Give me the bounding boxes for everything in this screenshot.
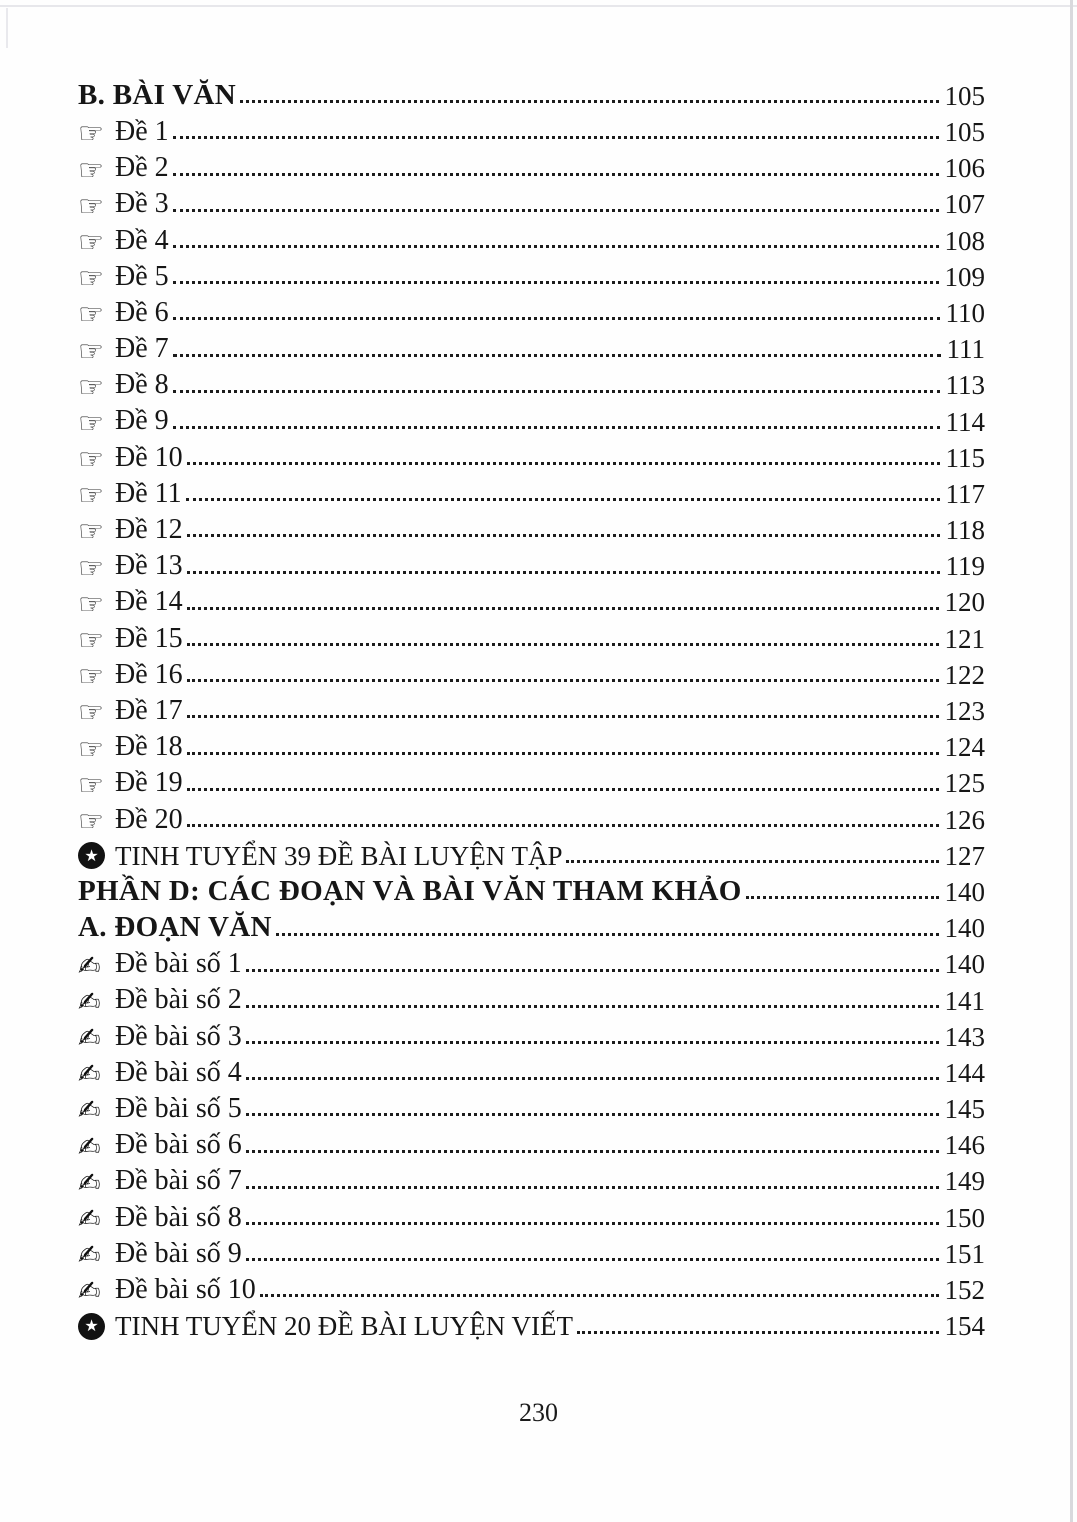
toc-entry-label: Đề 10 [115,441,183,473]
dot-leader [187,643,939,646]
toc-row [78,436,985,477]
dot-leader [187,534,940,537]
toc-entry-page: 122 [944,659,985,690]
dot-leader [246,1150,939,1153]
dot-leader [173,173,939,176]
pointing-hand-icon: ☞ [78,767,104,802]
dot-leader [246,969,939,972]
dot-leader [187,752,939,755]
toc-entry-label: Đề bài số 8 [115,1201,242,1233]
pointing-hand-icon: ☞ [78,514,104,549]
toc-entry-label: Đề 19 [115,767,183,799]
toc-entry-label: Đề bài số 4 [115,1056,242,1088]
toc-entry-label: Đề 17 [115,694,183,726]
toc-row [78,544,985,585]
toc-entry-label: Đề 13 [115,550,183,582]
toc-entry-page: 154 [944,1311,985,1342]
scan-edge-left [6,8,8,48]
pointing-hand-icon: ☞ [78,478,104,513]
toc-row [78,74,985,110]
toc-entry-page: 114 [945,406,985,437]
dot-leader [577,1331,939,1334]
toc-entry-label: Đề bài số 7 [115,1165,242,1197]
toc-row [78,110,985,151]
toc-entry-label: PHẦN D: CÁC ĐOẠN VÀ BÀI VĂN THAM KHẢO [78,874,742,907]
toc-entry-page: 145 [944,1094,985,1125]
toc-entry-page: 151 [944,1238,985,1269]
toc-entry-page: 121 [944,623,985,654]
dot-leader [173,281,939,284]
toc-entry-page: 126 [944,804,985,835]
toc-entry-page: 127 [944,840,985,871]
dot-leader [173,209,939,212]
footer-page-number: 230 [519,1398,558,1427]
toc-entry-label: Đề bài số 1 [115,948,242,980]
toc-entry-label: Đề bài số 9 [115,1237,242,1269]
toc-row [78,508,985,549]
toc-entry-label: B. BÀI VĂN [78,78,236,111]
dot-leader [246,1113,939,1116]
toc-entry-label: A. ĐOẠN VĂN [78,911,272,944]
toc-entry-label: Đề 4 [115,224,169,256]
pointing-hand-icon: ☞ [78,623,104,657]
scan-edge-right [1070,0,1073,1522]
toc-entry-label: Đề 20 [115,803,183,835]
writing-hand-icon: ✍ [78,986,101,1018]
pointing-hand-icon: ☞ [78,369,104,404]
writing-hand-icon: ✍ [78,1023,101,1055]
toc-entry-page: 149 [944,1166,985,1197]
toc-row [78,1015,985,1055]
toc-row [78,1123,985,1163]
dot-leader [173,426,940,429]
toc-row [78,798,985,838]
toc-entry-label: Đề 7 [115,333,169,365]
toc-entry-page: 117 [945,478,985,509]
toc-entry-label: Đề bài số 10 [115,1273,256,1305]
toc-entry-label: Đề 16 [115,658,183,690]
toc-entry-label: Đề 14 [115,586,183,618]
dot-leader [746,896,939,899]
dot-leader [187,824,939,827]
toc-entry-page: 106 [944,153,985,184]
toc-row [78,1196,985,1235]
toc-row [78,943,985,982]
toc-entry-page: 105 [944,80,985,111]
dot-leader [246,1222,939,1225]
dot-leader [246,1005,939,1008]
pointing-hand-icon: ☞ [78,731,104,766]
dot-leader [173,354,941,357]
toc-row [78,834,985,870]
toc-entry-label: Đề 1 [115,115,169,147]
dot-leader [173,245,939,248]
toc-entry-page: 140 [944,949,985,980]
toc-row [78,581,985,621]
writing-hand-icon: ✍ [78,1240,101,1272]
toc-row [78,400,985,440]
dot-leader [187,715,939,718]
toc-entry-page: 110 [945,297,985,328]
pointing-hand-icon: ☞ [78,261,104,296]
pointing-hand-icon: ☞ [78,586,104,621]
dot-leader [187,679,939,682]
toc-entry-page: 120 [944,587,985,618]
toc-entry-page: 105 [944,117,985,148]
toc-entry-label: Đề 12 [115,514,183,546]
pointing-hand-icon: ☞ [78,188,104,223]
toc-row [78,762,985,802]
toc-row [78,183,985,223]
writing-hand-icon: ✍ [78,1167,101,1199]
toc-entry-page: 119 [945,551,985,582]
toc-row [78,255,985,296]
pointing-hand-icon: ☞ [78,803,104,838]
pointing-hand-icon: ☞ [78,659,104,694]
toc-entry-label: TINH TUYỂN 20 ĐỀ BÀI LUYỆN VIẾT [115,1311,573,1342]
toc-entry-label: Đề 6 [115,296,169,328]
dot-leader [186,498,940,501]
toc-entry-label: Đề bài số 5 [115,1093,242,1125]
dot-leader [566,860,938,863]
toc-entry-page: 115 [945,442,985,473]
toc-row [78,1160,985,1199]
toc-row [78,1232,985,1272]
dot-leader [187,607,939,610]
writing-hand-icon: ✍ [78,950,101,982]
toc-row [78,291,985,332]
dot-leader [246,1041,939,1044]
toc-entry-label: Đề 3 [115,188,169,220]
dot-leader [246,1258,939,1261]
toc-entry-label: Đề 15 [115,622,183,654]
toc-entry-page: 108 [944,225,985,256]
pointing-hand-icon: ☞ [78,550,104,585]
writing-hand-icon: ✍ [78,1204,101,1235]
toc-entry-page: 123 [944,696,985,727]
pointing-hand-icon: ☞ [78,442,104,477]
toc-row [78,1304,985,1340]
toc-row [78,725,985,766]
toc-entry-label: TINH TUYỂN 39 ĐỀ BÀI LUYỆN TẬP [115,840,563,871]
pointing-hand-icon: ☞ [78,152,104,187]
scan-edge-top [0,5,1077,7]
toc-entry-page: 141 [944,985,985,1016]
toc-entry-page: 107 [944,189,985,220]
toc-row [78,1087,985,1127]
pointing-hand-icon: ☞ [78,333,104,368]
toc-row [78,327,985,368]
dot-leader [187,788,939,791]
dot-leader [260,1294,939,1297]
pointing-hand-icon: ☞ [78,297,104,332]
pointing-hand-icon: ☞ [78,116,104,151]
writing-hand-icon: ✍ [78,1059,101,1091]
toc-entry-page: 124 [944,732,985,763]
writing-hand-icon: ✍ [78,1095,101,1127]
toc-entry-page: 143 [944,1021,985,1052]
dot-leader [276,933,939,936]
toc-row [78,689,985,730]
star-icon: ★ [78,842,105,869]
toc-row [78,1051,985,1091]
toc-entry-page: 152 [944,1275,985,1306]
pointing-hand-icon: ☞ [78,224,104,259]
toc-entry-label: Đề bài số 3 [115,1020,242,1052]
dot-leader [187,462,940,465]
toc-row [78,146,985,187]
dot-leader [173,136,939,139]
pointing-hand-icon: ☞ [78,695,104,730]
toc-row [78,906,985,942]
dot-leader [173,317,940,320]
dot-leader [187,571,940,574]
toc-entry-page: 113 [945,370,985,401]
pointing-hand-icon: ☞ [78,405,104,440]
toc-row [78,472,985,513]
toc-entry-label: Đề 8 [115,369,169,401]
toc-entry-label: Đề 18 [115,731,183,763]
dot-leader [173,390,940,393]
toc-entry-page: 144 [944,1057,985,1088]
toc-entry-label: Đề 11 [115,477,182,509]
toc-entry-page: 111 [946,334,985,365]
toc-entry-page: 118 [945,515,985,546]
toc-entry-label: Đề 2 [115,152,169,184]
toc-row [78,870,985,906]
toc-entry-label: Đề 5 [115,260,169,292]
dot-leader [246,1077,939,1080]
toc-entry-label: Đề 9 [115,405,169,437]
toc-row [78,979,985,1018]
toc-row [78,617,985,657]
writing-hand-icon: ✍ [78,1131,101,1163]
dot-leader [240,100,939,103]
toc-entry-label: Đề bài số 2 [115,984,242,1016]
toc-entry-page: 109 [944,261,985,292]
toc-row [78,364,985,404]
toc-row [78,653,985,694]
toc-entry-page: 125 [944,768,985,799]
toc-row [78,219,985,259]
table-of-contents [78,74,985,1341]
toc-row [78,1268,985,1308]
toc-entry-page: 150 [944,1202,985,1233]
toc-entry-page: 140 [944,913,985,944]
star-icon: ★ [78,1313,105,1340]
toc-entry-label: Đề bài số 6 [115,1129,242,1161]
writing-hand-icon: ✍ [78,1276,101,1308]
toc-entry-page: 140 [944,876,985,907]
dot-leader [246,1186,939,1189]
toc-entry-page: 146 [944,1130,985,1161]
